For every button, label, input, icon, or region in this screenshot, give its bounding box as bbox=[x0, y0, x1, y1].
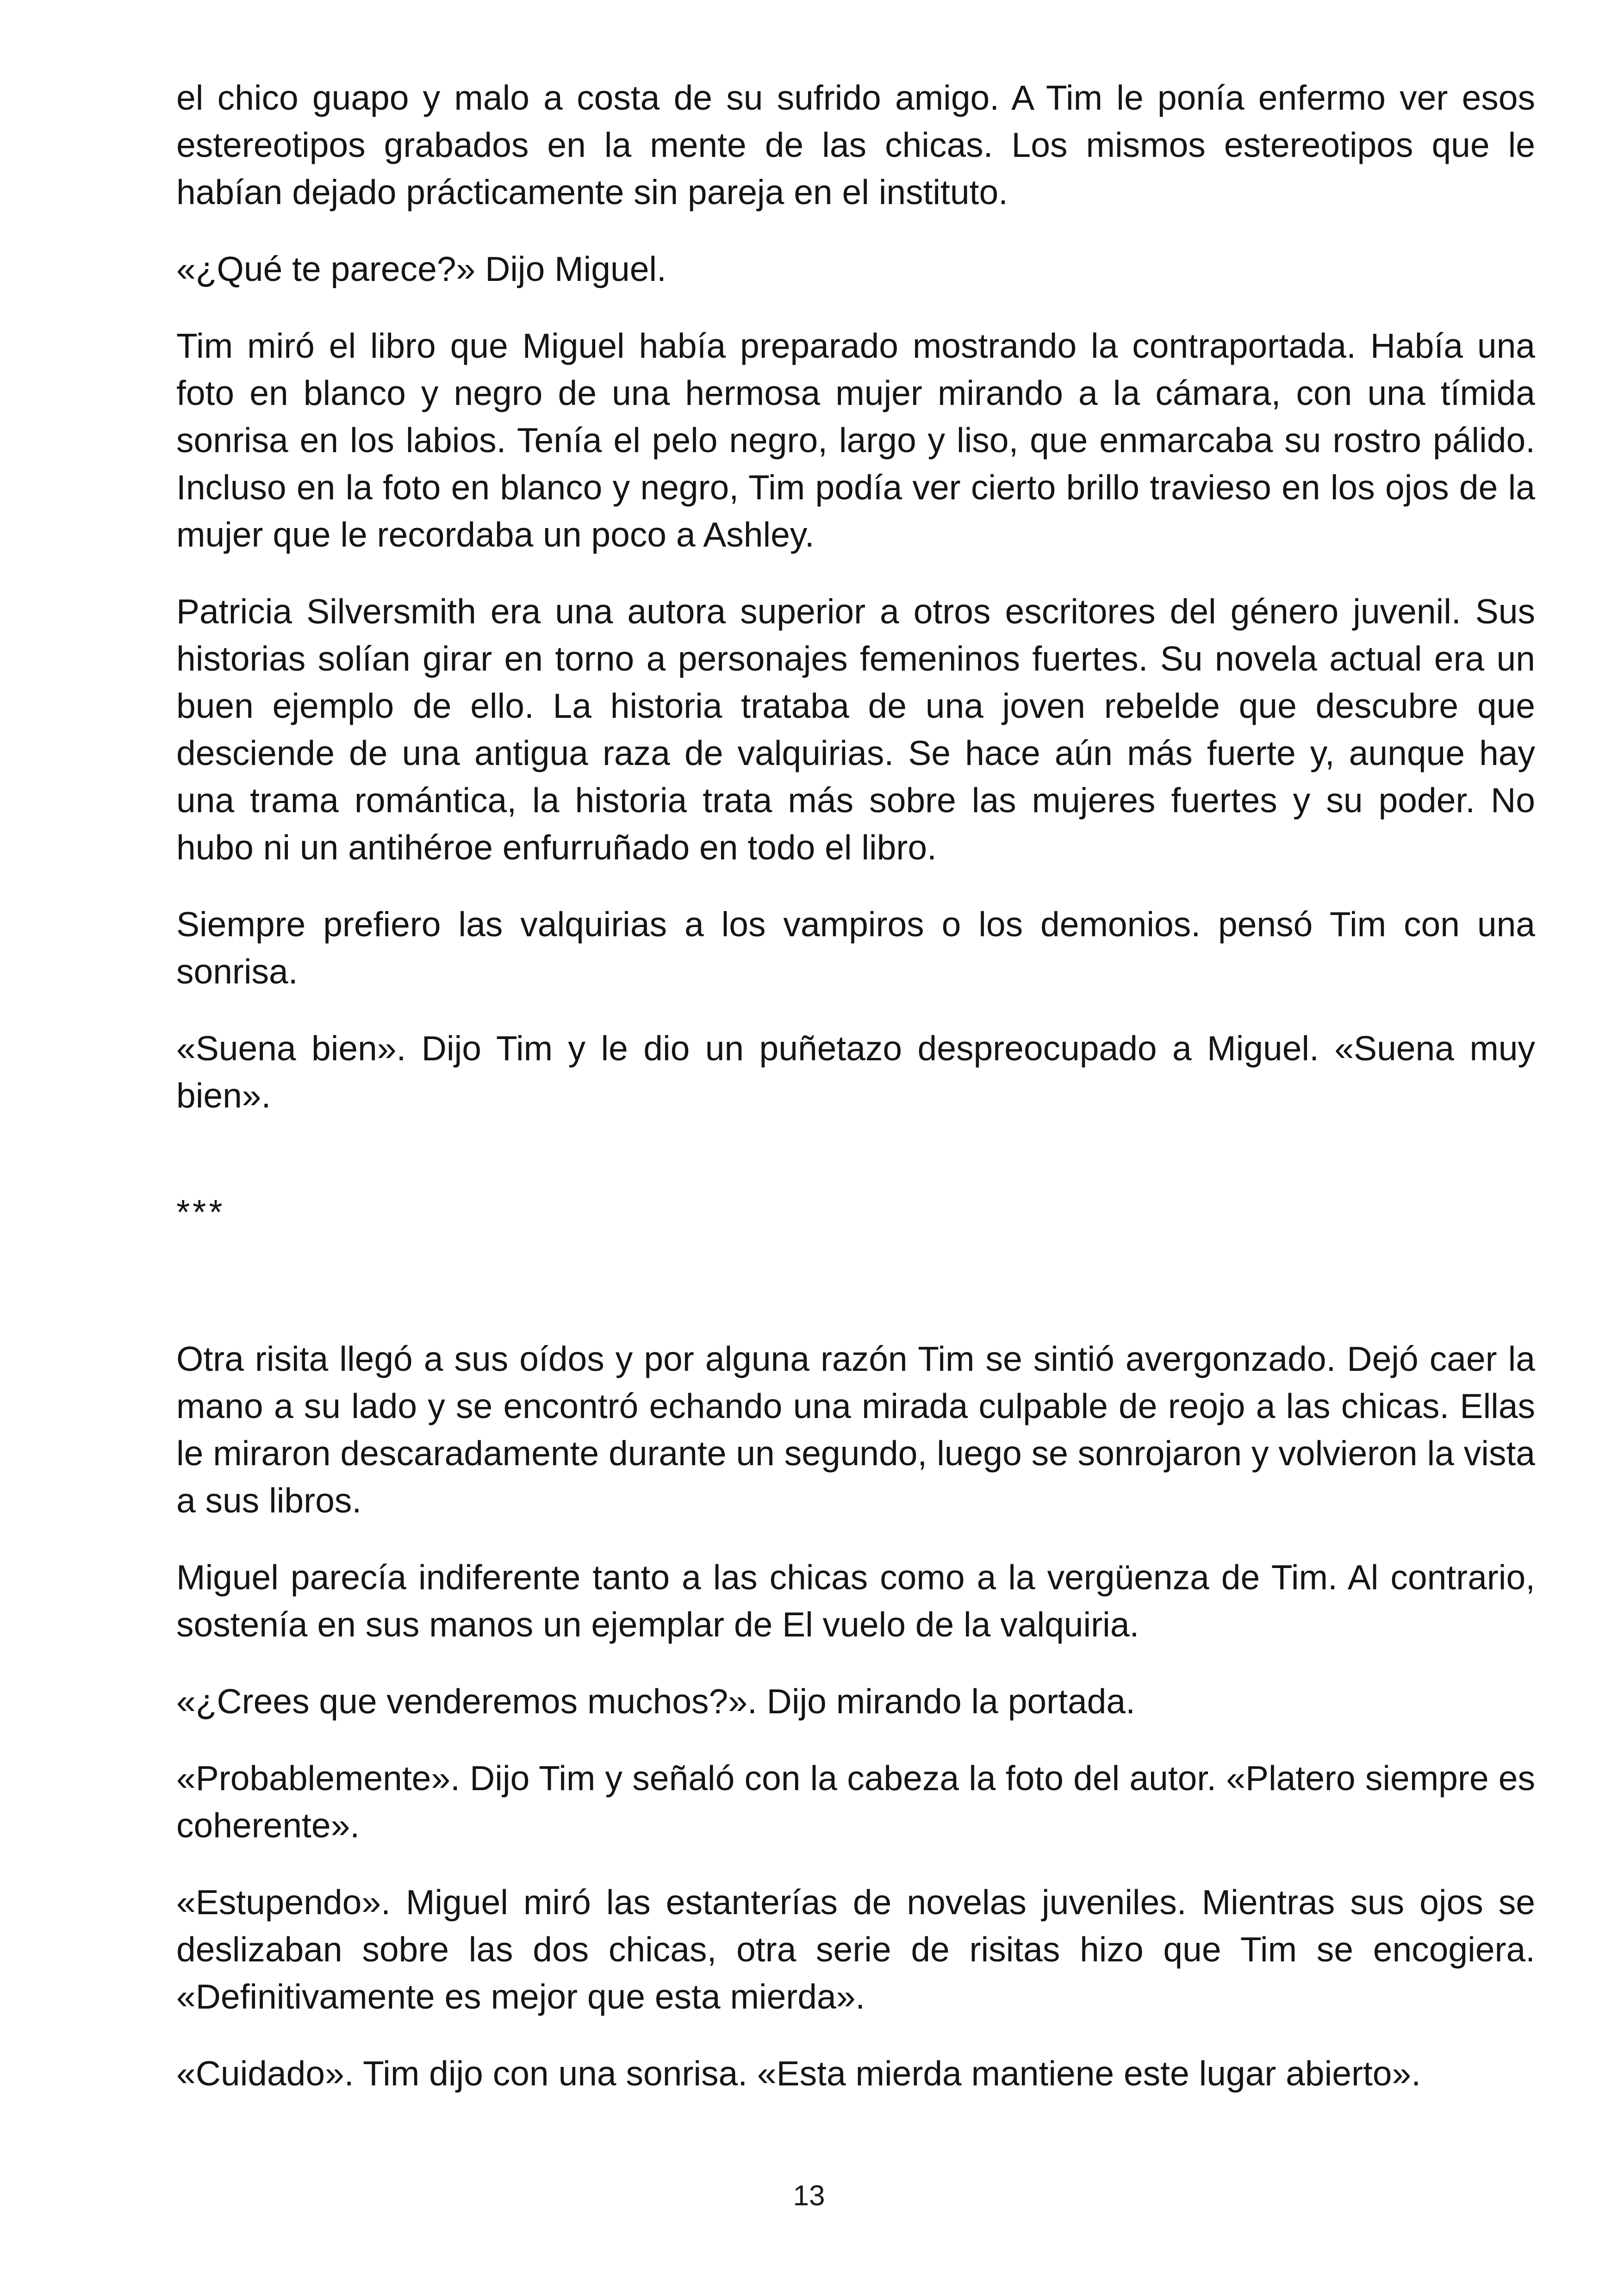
paragraph: «¿Crees que venderemos muchos?». Dijo mirando la portada. bbox=[176, 1682, 1135, 1721]
paragraph: «Cuidado». Tim dijo con una sonrisa. «Esta mierda mantiene este lugar abierto». bbox=[176, 2054, 1421, 2093]
paragraph: Otra risita llegó a sus oídos y por alguna razón Tim se sintió avergonzado. Dejó caer la mano a su lado y se encontró echando una mirada culpable de reojo a las chicas. Ellas le miraron descaradamente durante un segundo, luego se sonrojaron y volvieron la vista a sus libros. bbox=[176, 1339, 1535, 1520]
scene-break-spacer bbox=[176, 1119, 1535, 1188]
paragraph: «¿Qué te parece?» Dijo Miguel. bbox=[176, 249, 666, 288]
paragraph: Siempre prefiero las valquirias a los vampiros o los demonios. pensó Tim con una sonrisa. bbox=[176, 905, 1535, 991]
scene-break: *** bbox=[176, 1193, 225, 1232]
paragraph: Miguel parecía indiferente tanto a las chicas como a la vergüenza de Tim. Al contrario, sostenía en sus manos un ejemplar de El vuelo de la valquiria. bbox=[176, 1558, 1535, 1644]
paragraph: «Probablemente». Dijo Tim y señaló con la cabeza la foto del autor. «Platero siempre es coherente». bbox=[176, 1759, 1535, 1845]
paragraph: Patricia Silversmith era una autora superior a otros escritores del género juvenil. Sus historias solían girar en torno a personajes femeninos fuertes. Su novela actual era un buen ejemplo de ello. La historia trataba de una joven rebelde que descubre que desciende de una antigua raza de valquirias. Se hace aún más fuerte y, aunque hay una trama romántica, la historia trata más sobre las mujeres fuertes y su poder. No hubo ni un antihéroe enfurruñado en todo el libro. bbox=[176, 592, 1535, 867]
paragraph: «Estupendo». Miguel miró las estanterías de novelas juveniles. Mientras sus ojos se deslizaban sobre las dos chicas, otra serie de risitas hizo que Tim se encogiera. «Definitivamente es mejor que esta mierda». bbox=[176, 1883, 1535, 2016]
paragraph: «Suena bien». Dijo Tim y le dio un puñetazo despreocupado a Miguel. «Suena muy bien». bbox=[176, 1029, 1535, 1115]
paragraph: el chico guapo y malo a costa de su sufrido amigo. A Tim le ponía enfermo ver esos estereotipos grabados en la mente de las chicas. Los mismos estereotipos que le habían dejado prácticamente sin pareja en el instituto. bbox=[176, 78, 1535, 212]
text-body bbox=[176, 74, 1535, 2097]
scene-break-spacer bbox=[176, 1236, 1535, 1335]
page-number: 13 bbox=[793, 2180, 825, 2212]
paragraph: Tim miró el libro que Miguel había preparado mostrando la contraportada. Había una foto en blanco y negro de una hermosa mujer mirando a la cámara, con una tímida sonrisa en los labios. Tenía el pelo negro, largo y liso, que enmarcaba su rostro pálido. Incluso en la foto en blanco y negro, Tim podía ver cierto brillo travieso en los ojos de la mujer que le recordaba un poco a Ashley. bbox=[176, 326, 1535, 554]
